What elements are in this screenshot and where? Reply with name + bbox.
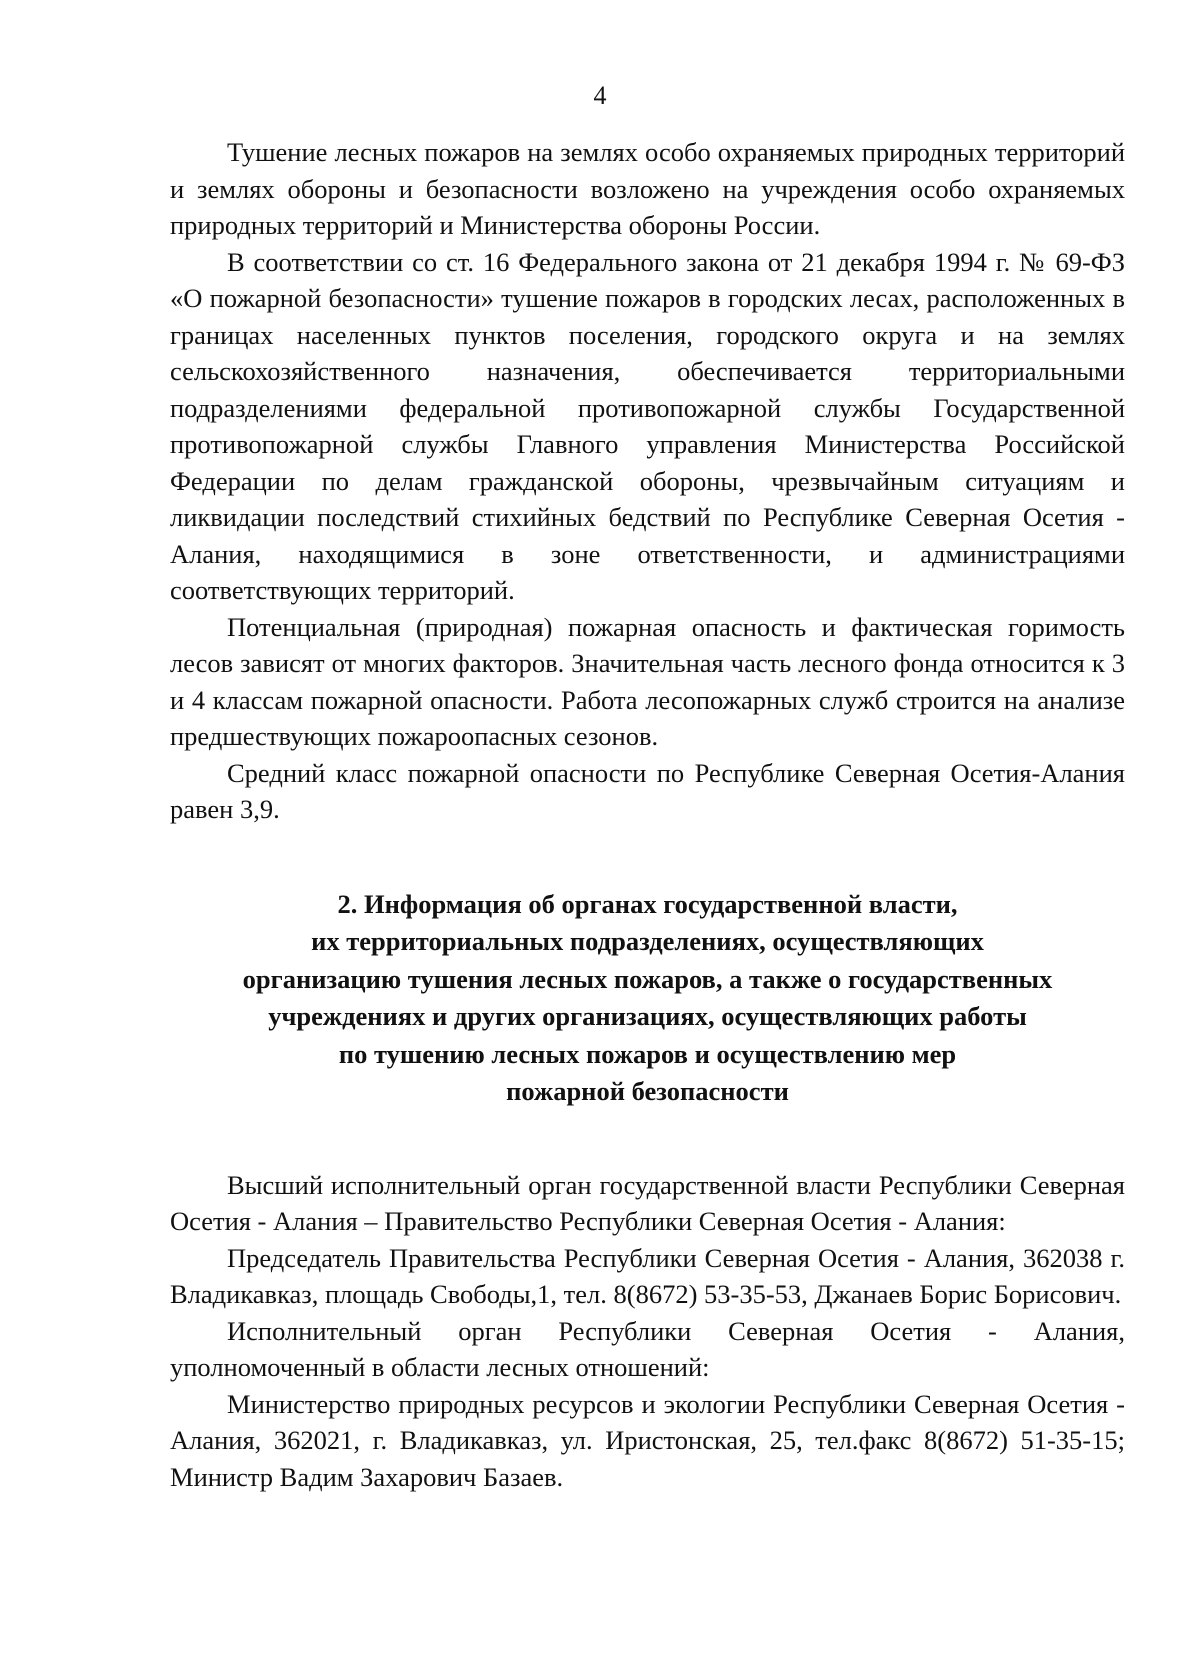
section-2-heading xyxy=(170,886,1125,1111)
paragraph-fire-danger-factors: Потенциальная (природная) пожарная опасность и фактическая горимость лесов зависят от многих факторов. Значительная часть лесного фонда относится к 3 и 4 классам пожарной опасности. Работа лесопожарных служб строится на анализе предшествующих пожароопасных сезонов. xyxy=(170,611,1125,751)
page-number: 4 xyxy=(593,81,607,110)
paragraph-average-fire-class: Средний класс пожарной опасности по Республике Северная Осетия-Алания равен 3,9. xyxy=(170,757,1125,824)
heading-line: пожарной безопасности xyxy=(506,1076,789,1106)
paragraph-highest-executive-body: Высший исполнительный орган государственной власти Республики Северная Осетия - Алания – Правительство Республики Северная Осетия - Алания: xyxy=(170,1169,1125,1236)
paragraph-ministry-natural-resources: Министерство природных ресурсов и экологии Республики Северная Осетия - Алания, 362021, г. Владикавказ, ул. Иристонская, 25, тел.факс 8(8672) 51-35-15; Министр Вадим Захарович Базаев. xyxy=(170,1388,1125,1492)
paragraph-government-chairman: Председатель Правительства Республики Северная Осетия - Алания, 362038 г. Владикавказ, площадь Свободы,1, тел. 8(8672) 53-35-53, Джанаев Борис Борисович. xyxy=(170,1242,1125,1309)
heading-line: 2. Информация об органах государственной власти, xyxy=(337,888,958,919)
heading-line: организацию тушения лесных пожаров, а также о государственных xyxy=(242,963,1053,994)
paragraph-federal-law-reference: В соответствии со ст. 16 Федерального закона от 21 декабря 1994 г. № 69-ФЗ «О пожарной безопасности» тушение пожаров в городских лесах, расположенных в границах населенных пунктов поселения, городского округа и на землях сельскохозяйственного назначения, обеспечивается территориальными подразделениями федеральной противопожарной службы Государственной противопожарной службы Главного управления Министерства Российской Федерации по делам гражданской обороны, чрезвычайным ситуациям и ликвидации последствий стихийных бедствий по Республике Северная Осетия - Алания, находящимися в зоне ответственности, и администрациями соответствующих территорий. xyxy=(170,246,1125,605)
document-body xyxy=(170,134,1125,1495)
paragraph-forest-fire-protected-territories: Тушение лесных пожаров на землях особо охраняемых природных территорий и землях обороны и безопасности возложено на учреждения особо охраняемых природных территорий и Министерства обороны России. xyxy=(170,137,1125,240)
paragraph-authorized-executive-body: Исполнительный орган Республики Северная Осетия - Алания, уполномоченный в области лесных отношений: xyxy=(170,1315,1125,1382)
heading-line: их территориальных подразделениях, осуществляющих xyxy=(311,926,984,956)
heading-line: учреждениях и других организациях, осуществляющих работы xyxy=(268,1001,1027,1031)
heading-line: по тушению лесных пожаров и осуществлению мер xyxy=(338,1038,957,1069)
